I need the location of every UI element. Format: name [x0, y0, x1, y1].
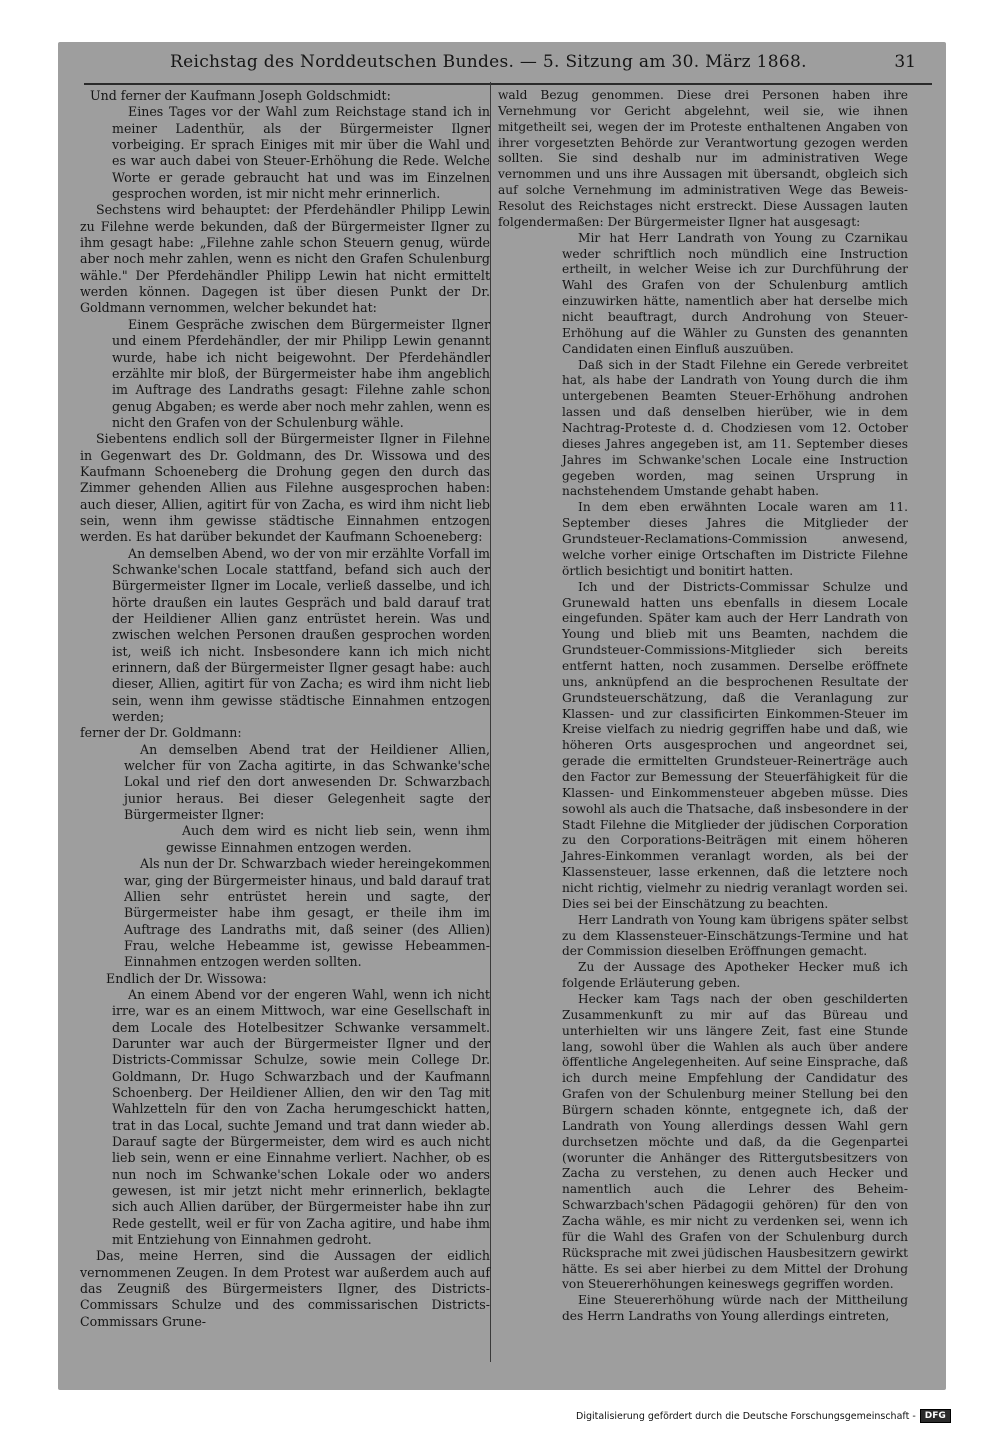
paragraph: Das, meine Herren, sind die Aussagen der eidlich vernommenen Zeugen. In dem Protest war außerdem auch auf das Zeugniß des Bürgermeisters Ilgner, des Districts-Commissars Schulze und des commissarischen Districts-Commissars Grune-: [80, 1248, 490, 1329]
quoted-paragraph: Mir hat Herr Landrath von Young zu Czarnikau weder schriftlich noch mündlich eine Instruction ertheilt, in welcher Weise ich zur Durchführung der Wahl des Grafen von der Schulenburg amtlich einzuwirken hätte, namentlich aber hat derselbe mich nicht beauftragt, durch Androhung von Steuer-Erhöhung auf die Wähler zu Gunsten des genannten Candidaten einen Einfluß auszuüben.: [562, 230, 908, 356]
quoted-paragraph: In dem eben erwähnten Locale waren am 11. September dieses Jahres die Mitglieder der Grundsteuer-Reclamations-Commission anwesend, welche vorher einige Ortschaften im Districte Filehne örtlich besichtigt und bonitirt hatten.: [562, 500, 908, 578]
quoted-paragraph: Zu der Aussage des Apotheker Hecker muß ich folgende Erläuterung geben.: [562, 960, 908, 991]
quoted-paragraph: Herr Landrath von Young kam übrigens später selbst zu dem Klassensteuer-Einschätzungs-Termine und hat der Commission dieselben Eröffnungen gemacht.: [562, 912, 908, 959]
header-rule: [84, 83, 932, 85]
quoted-paragraph: Einem Gespräche zwischen dem Bürgermeister Ilgner und einem Pferdehändler, der mir Philipp Lewin genannt wurde, habe ich nicht beigewohnt. Der Pferdehändler erzählte mir bloß, der Bürgermeister habe ihm angeblich im Auftrage des Landraths gesagt: Filehne zahle schon genug Abgaben; es werde aber noch mehr zahlen, wenn es nicht den Grafen von der Schulenburg wähle.: [112, 316, 490, 430]
credit-text: Digitalisierung gefördert durch die Deutsche Forschungsgemeinschaft -: [576, 1410, 916, 1422]
page-header: [58, 52, 946, 78]
column-divider: [490, 82, 491, 1362]
digitization-credit: [576, 1408, 951, 1424]
paragraph: Sechstens wird behauptet: der Pferdehändler Philipp Lewin zu Filehne werde bekunden, daß der Bürgermeister Ilgner zu ihm gesagt habe: „Filehne zahle schon Steuern genug, würde aber noch mehr zahlen, wenn es nicht den Grafen Schulenburg wähle." Der Pferdehändler Philipp Lewin hat nicht ermittelt werden können. Dagegen ist über diesen Punkt der Dr. Goldmann vernommen, welcher bekundet hat:: [80, 202, 490, 316]
paragraph: ferner der Dr. Goldmann:: [80, 725, 242, 741]
paragraph: Endlich der Dr. Wissowa:: [106, 970, 267, 986]
running-title: Reichstag des Norddeutschen Bundes. — 5. Sitzung am 30. März 1868.: [170, 52, 807, 72]
dfg-logo: DFG: [920, 1409, 951, 1423]
quoted-paragraph: An demselben Abend, wo der von mir erzählte Vorfall im Schwanke'schen Locale stattfand, befand sich auch der Bürgermeister Ilgner im Locale, verließ dasselbe, und ich hörte draußen ein lautes Gespräch und bald darauf trat der Heildiener Allien ganz entrüstet herein. Was und zwischen welchen Personen draußen gesprochen worden ist, weiß ich nicht. Insbesondere kann ich mich nicht erinnern, daß der Bürgermeister Ilgner gesagt habe: auch dieser, Allien, agitirt für von Zacha; es wird ihm nicht lieb sein, wenn ihm gewisse städtische Einnahmen entzogen werden;: [112, 545, 490, 725]
quoted-paragraph: Eine Steuererhöhung würde nach der Mittheilung des Herrn Landraths von Young allerdings eintreten,: [562, 1293, 908, 1324]
quoted-paragraph: An einem Abend vor der engeren Wahl, wenn ich nicht irre, war es an einem Mittwoch, war eine Gesellschaft in dem Locale des Hotelbesitzer Schwanke versammelt. Darunter war auch der Bürgermeister Ilgner und der Districts-Commissar Schulze, sowie mein College Dr. Goldmann, Dr. Hugo Schwarzbach und der Kaufmann Schoenberg. Der Heildiener Allien, den wir den Tag mit Wahlzetteln für den von Zacha herumgeschickt hatten, trat in das Local, suchte Jemand und trat dann wieder ab. Darauf sagte der Bürgermeister, dem wird es auch nicht lieb sein, wenn er eine Einnahme verliert. Nachher, ob es nun noch im Schwanke'schen Lokale oder wo anders gewesen, ist mir jetzt nicht mehr erinnerlich, beklagte sich auch Allien darüber, der Bürgermeister habe ihn zur Rede gestellt, weil er für von Zacha agitire, und habe ihm mit Entziehung von Einnahmen gedroht.: [112, 986, 490, 1248]
quoted-paragraph: Daß sich in der Stadt Filehne ein Gerede verbreitet hat, als habe der Landrath von Young durch die ihm untergebenen Beamten Steuer-Erhöhung androhen lassen und daß denselben hierüber, wie in dem Nachtrag-Proteste d. d. Chodziesen vom 12. October dieses Jahres angegeben ist, am 11. September dieses Jahres im Schwanke'schen Locale eine Instruction gegeben worden, mag seinen Ursprung in nachstehendem Umstande gehabt haben.: [562, 357, 908, 499]
quoted-paragraph: Eines Tages vor der Wahl zum Reichstage stand ich in meiner Ladenthür, als der Bürgermeister Ilgner vorbeiging. Er sprach Einiges mit mir über die Wahl und es war auch dabei von Steuer-Erhöhung die Rede. Welche Worte er gerade gebraucht hat und was im Einzelnen gesprochen worden, ist mir nicht mehr erinnerlich.: [112, 104, 490, 202]
quoted-paragraph: Auch dem wird es nicht lieb sein, wenn ihm gewisse Einnahmen entzogen werden.: [166, 823, 490, 855]
scanned-page: [58, 42, 946, 1390]
quoted-paragraph: Als nun der Dr. Schwarzbach wieder hereingekommen war, ging der Bürgermeister hinaus, und bald darauf trat Allien sehr entrüstet herein und sagte, der Bürgermeister habe ihm gesagt, er theile ihm im Auftrage des Landraths mit, daß seiner (des Allien) Frau, welche Hebeamme ist, gewisse Hebeammen-Einnahmen entzogen werden sollten.: [124, 856, 490, 970]
left-column: [80, 88, 490, 1330]
quoted-paragraph: Ich und der Districts-Commissar Schulze und Grunewald hatten uns ebenfalls in diesem Locale eingefunden. Später kam auch der Herr Landrath von Young und blieb mit uns Beamten, nachdem die Grundsteuer-Commissions-Mitglieder sich bereits entfernt hatten, noch zusammen. Derselbe eröffnete uns, anknüpfend an die besprochenen Resultate der Grundsteuerschätzung, daß die Veranlagung zur Klassen- und zur classificirten Einkommen-Steuer im Kreise vielfach zu niedrig gegriffen habe und daß, wie höheren Orts ausgesprochen und angeordnet sei, gerade die ermittelten Grundsteuer-Reinerträge auch den Factor zur Bemessung der Steuerfähigkeit für die Klassen- und Einkommensteuer abgeben müsse. Dies sowohl als auch die Thatsache, daß insbesondere in der Stadt Filehne die Mitglieder der jüdischen Corporation zu den Corporations-Beiträgen mit einem höheren Jahres-Einkommen veranlagt worden, als bei der Klassensteuer, lasse erkennen, daß die letztere noch nicht richtig, vielmehr zu niedrig veranlagt worden sei. Dies sei bei der Einschätzung zu beachten.: [562, 579, 908, 911]
quoted-paragraph: An demselben Abend trat der Heildiener Allien, welcher für von Zacha agitirte, in das Schwanke'sche Lokal und rief den dort anwesenden Dr. Schwarzbach junior heraus. Bei dieser Gelegenheit sagte der Bürgermeister Ilgner:: [124, 741, 490, 823]
quoted-paragraph: Hecker kam Tags nach der oben geschilderten Zusammenkunft zu mir auf das Büreau und unterhielten wir uns längere Zeit, fast eine Stunde lang, sowohl über die Wahlen als auch über andere öffentliche Angelegenheiten. Auf seine Einsprache, daß ich durch meine Empfehlung der Candidatur des Grafen von der Schulenburg meiner Stellung bei den Bürgern schaden könnte, entgegnete ich, daß der Landrath von Young allerdings dessen Wahl gern durchsetzen möchte und daß, da die Gegenpartei (worunter die Anhänger des Rittergutsbesitzers von Zacha zu verstehen, zu denen auch Hecker und namentlich auch die Lehrer des Beheim-Schwarzbach'schen Pädagogii gehören) für den von Zacha wähle, es mir nicht zu verdenken sei, wenn ich für die Wahl des Grafen von der Schulenburg durch Rücksprache mit zwei jüdischen Hausbesitzern gewirkt hätte. Es sei aber hierbei zu dem Mittel der Drohung von Steuererhöhungen keineswegs gegriffen worden.: [562, 991, 908, 1292]
paragraph: Und ferner der Kaufmann Joseph Goldschmidt:: [90, 88, 391, 103]
page-number: 31: [894, 52, 916, 72]
right-column: [498, 88, 908, 1325]
paragraph: wald Bezug genommen. Diese drei Personen haben ihre Vernehmung vor Gericht abgelehnt, weil sie, wie ihnen mitgetheilt sei, wegen der im Proteste enthaltenen Angaben von ihrer vorgesetzten Behörde zur Verantwortung gezogen werden sollten. Sie sind deshalb nur im administrativen Wege vernommen und uns ihre Aussagen mit übersandt, obgleich sich auf solche Vernehmung im administrativen Wege das Beweis-Resolut des Reichstages nicht erstreckt. Diese Aussagen lauten folgendermaßen: Der Bürgermeister Ilgner hat ausgesagt:: [498, 88, 908, 229]
paragraph: Siebentens endlich soll der Bürgermeister Ilgner in Filehne in Gegenwart des Dr. Goldmann, des Dr. Wissowa und des Kaufmann Schoeneberg die Drohung gegen den durch das Zimmer gehenden Allien aus Filehne ausgesprochen haben: auch dieser, Allien, agitirt für von Zacha, es wird ihm nicht lieb sein, wenn ihm gewisse städtische Einnahmen entzogen werden. Es hat darüber bekundet der Kaufmann Schoeneberg:: [80, 431, 490, 545]
